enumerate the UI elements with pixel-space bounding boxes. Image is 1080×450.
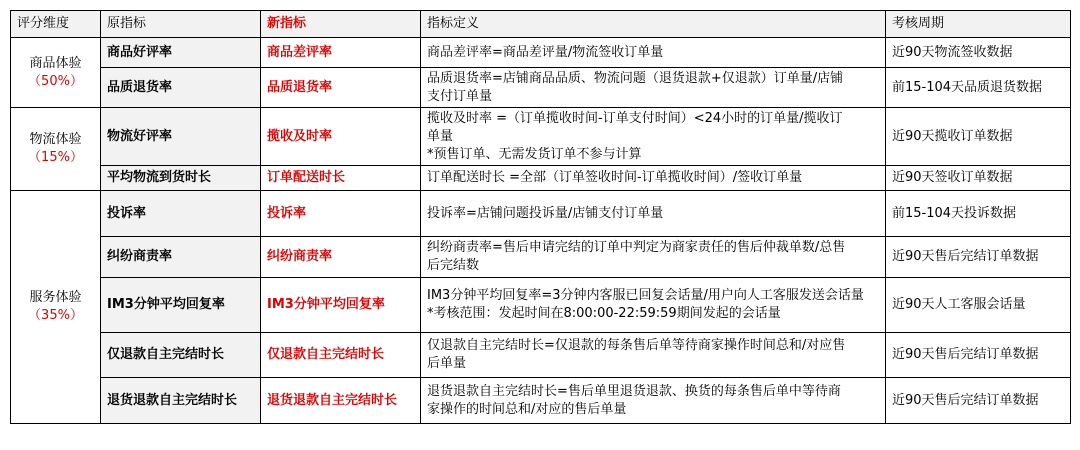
period-cell: 近90天售后完结订单数据 bbox=[886, 378, 1071, 424]
definition-line: 支付订单量 bbox=[427, 88, 493, 104]
dimension-weight: （15%） bbox=[28, 150, 83, 165]
definition-line: *考核范围：发起时间在8:00:00-22:59:59期间发起的会话量 bbox=[427, 306, 781, 321]
dimension-weight: （50%） bbox=[28, 73, 83, 89]
period-cell: 前15-104天品质退货数据 bbox=[886, 68, 1071, 108]
original-metric: 物流好评率 bbox=[101, 108, 261, 166]
dimension-cell bbox=[11, 108, 101, 191]
original-metric: 仅退款自主完结时长 bbox=[101, 333, 261, 378]
original-metric: 退货退款自主完结时长 bbox=[101, 378, 261, 424]
header-original: 原指标 bbox=[101, 11, 261, 38]
definition-line: 投诉率=店铺问题投诉量/店铺支付订单量 bbox=[427, 205, 664, 221]
header-dimension: 评分维度 bbox=[11, 11, 101, 38]
original-metric: 投诉率 bbox=[101, 191, 261, 237]
period-cell: 近90天签收订单数据 bbox=[886, 166, 1071, 191]
dimension-cell bbox=[11, 191, 101, 424]
table-row bbox=[11, 333, 1071, 378]
definition-line: 仅退款自主完结时长=仅退款的每条售后单等待商家操作时间总和/对应售 bbox=[427, 338, 846, 353]
original-metric: 平均物流到货时长 bbox=[101, 166, 261, 191]
table-row bbox=[11, 166, 1071, 191]
header-period: 考核周期 bbox=[886, 11, 1071, 38]
period-cell: 近90天售后完结订单数据 bbox=[886, 333, 1071, 378]
new-metric: 投诉率 bbox=[261, 191, 421, 237]
definition-cell bbox=[421, 378, 886, 424]
definition-cell bbox=[421, 108, 886, 166]
definition-line: 揽收及时率 =（订单揽收时间-订单支付时间）<24小时的订单量/揽收订 bbox=[427, 110, 843, 126]
period-cell: 近90天揽收订单数据 bbox=[886, 108, 1071, 166]
definition-line: 单量 bbox=[427, 128, 454, 144]
original-metric: 品质退货率 bbox=[101, 68, 261, 108]
header-row bbox=[11, 11, 1071, 38]
new-metric: 退货退款自主完结时长 bbox=[261, 378, 421, 424]
definition-line: 商品差评率=商品差评量/物流签收订单量 bbox=[427, 44, 664, 60]
new-metric: 纠纷商责率 bbox=[261, 237, 421, 278]
table-row bbox=[11, 68, 1071, 108]
definition-cell bbox=[421, 333, 886, 378]
dimension-name: 物流体验 bbox=[29, 132, 82, 147]
definition-cell bbox=[421, 166, 886, 191]
new-metric: 揽收及时率 bbox=[261, 108, 421, 166]
header-new: 新指标 bbox=[261, 11, 421, 38]
definition-cell bbox=[421, 38, 886, 68]
definition-line: 后单量 bbox=[427, 356, 467, 371]
new-metric: 订单配送时长 bbox=[261, 166, 421, 191]
dimension-name: 商品体验 bbox=[29, 55, 82, 71]
definition-cell bbox=[421, 68, 886, 108]
definition-line: 退货退款自主完结时长=售后单里退货退款、换货的每条售后单中等待商 bbox=[427, 383, 841, 399]
original-metric: 纠纷商责率 bbox=[101, 237, 261, 278]
new-metric: 商品差评率 bbox=[261, 38, 421, 68]
table-row bbox=[11, 237, 1071, 278]
definition-cell bbox=[421, 237, 886, 278]
table-row bbox=[11, 38, 1071, 68]
metrics-table-container bbox=[10, 10, 1071, 424]
original-metric: IM3分钟平均回复率 bbox=[101, 278, 261, 333]
period-cell: 近90天人工客服会话量 bbox=[886, 278, 1071, 333]
definition-line: 纠纷商责率=售后申请完结的订单中判定为商家责任的售后仲裁单数/总售 bbox=[427, 240, 846, 255]
new-metric: IM3分钟平均回复率 bbox=[261, 278, 421, 333]
definition-line: 家操作的时间总和/对应的售后单量 bbox=[427, 401, 627, 417]
header-definition: 指标定义 bbox=[421, 11, 886, 38]
table-row bbox=[11, 378, 1071, 424]
definition-line: 品质退货率=店铺商品品质、物流问题（退货退款+仅退款）订单量/店铺 bbox=[427, 70, 844, 86]
definition-line: *预售订单、无需发货订单不参与计算 bbox=[427, 146, 642, 162]
new-metric: 仅退款自主完结时长 bbox=[261, 333, 421, 378]
table-row bbox=[11, 278, 1071, 333]
new-metric: 品质退货率 bbox=[261, 68, 421, 108]
dimension-weight: （35%） bbox=[28, 308, 83, 323]
definition-line: IM3分钟平均回复率=3分钟内客服已回复会话量/用户向人工客服发送会话量 bbox=[427, 288, 864, 303]
definition-cell bbox=[421, 278, 886, 333]
period-cell: 前15-104天投诉数据 bbox=[886, 191, 1071, 237]
definition-line: 后完结数 bbox=[427, 258, 480, 273]
original-metric: 商品好评率 bbox=[101, 38, 261, 68]
metrics-table bbox=[10, 10, 1071, 424]
period-cell: 近90天售后完结订单数据 bbox=[886, 237, 1071, 278]
definition-line: 订单配送时长 =全部（订单签收时间-订单揽收时间）/签收订单量 bbox=[427, 170, 803, 185]
table-row bbox=[11, 191, 1071, 237]
dimension-name: 服务体验 bbox=[29, 290, 82, 305]
table-row bbox=[11, 108, 1071, 166]
definition-cell bbox=[421, 191, 886, 237]
dimension-cell bbox=[11, 38, 101, 108]
period-cell: 近90天物流签收数据 bbox=[886, 38, 1071, 68]
